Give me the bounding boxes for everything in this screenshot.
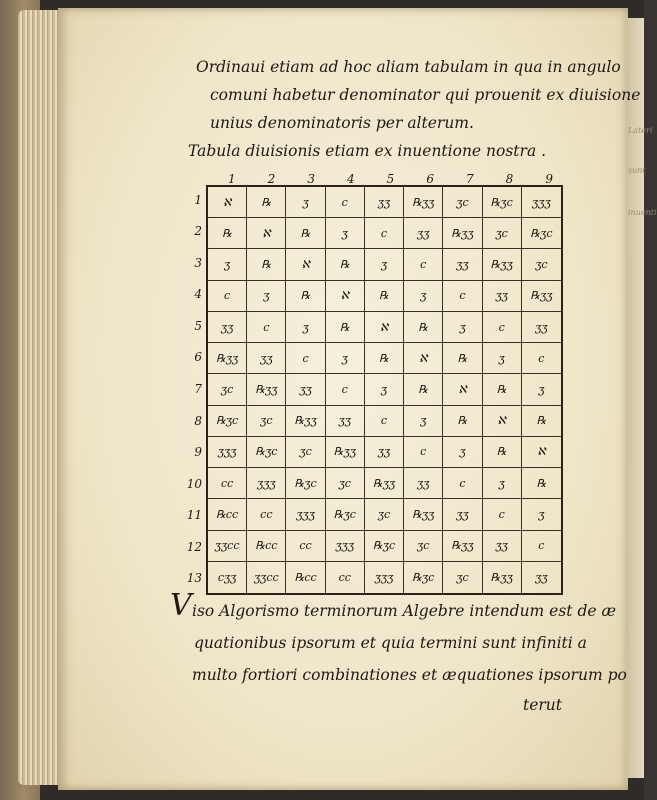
table-cell: ℞ʒc bbox=[365, 531, 404, 562]
table-cell: ℞ʒc bbox=[326, 499, 365, 530]
table-cell: ℞ bbox=[365, 343, 404, 374]
table-cell: ʒ bbox=[365, 249, 404, 280]
table-cell: ℞ʒʒ bbox=[326, 437, 365, 468]
table-cell: ℞ bbox=[286, 218, 325, 249]
column-number: 1 bbox=[228, 172, 236, 186]
row-number: 5 bbox=[194, 318, 202, 333]
table-cell: ʒ bbox=[404, 281, 443, 312]
table-cell: ℞ bbox=[286, 281, 325, 312]
table-cell: ℞ʒʒ bbox=[443, 531, 482, 562]
table-cell: ʒʒʒ bbox=[365, 562, 404, 593]
table-cell: ℞cc bbox=[208, 499, 247, 530]
table-cell: ʒʒcc bbox=[247, 562, 286, 593]
table-cell: c bbox=[404, 437, 443, 468]
table-cell: ℞ʒc bbox=[247, 437, 286, 468]
table-cell: c bbox=[247, 312, 286, 343]
row-number: 2 bbox=[194, 224, 202, 239]
table-cell: c bbox=[522, 531, 561, 562]
table-cell: ℞ bbox=[443, 406, 482, 437]
intro-line: comuni habetur denominator qui prouenit ex diuisione bbox=[210, 86, 641, 104]
table-cell: ʒʒʒ bbox=[522, 187, 561, 218]
row-number: 4 bbox=[194, 287, 202, 302]
table-cell: ℞ bbox=[404, 312, 443, 343]
table-cell: c bbox=[208, 281, 247, 312]
table-cell: ℞ bbox=[326, 312, 365, 343]
table-cell: ℞ bbox=[365, 281, 404, 312]
table-cell: ʒc bbox=[483, 218, 522, 249]
column-number: 8 bbox=[505, 172, 514, 186]
table-cell: ʒʒʒ bbox=[208, 437, 247, 468]
table-cell: ʒʒ bbox=[208, 312, 247, 343]
row-number: 12 bbox=[186, 539, 202, 554]
table-cell: ʒ bbox=[483, 343, 522, 374]
table-cell: ʒc bbox=[522, 249, 561, 280]
column-number: 2 bbox=[267, 172, 276, 186]
closing-line: terut bbox=[523, 696, 563, 714]
table-cell: c bbox=[404, 249, 443, 280]
table-cell: ʒ bbox=[208, 249, 247, 280]
table-cell: cc bbox=[286, 531, 325, 562]
table-cell: ℞ʒʒ bbox=[365, 468, 404, 499]
table-title: Tabula diuisionis etiam ex inuentione nostra . bbox=[188, 142, 547, 160]
table-cell: ℞ʒʒ bbox=[404, 187, 443, 218]
table-cell: ʒ bbox=[443, 437, 482, 468]
margin-word: Lateri bbox=[628, 126, 653, 135]
table-cell: c bbox=[326, 187, 365, 218]
table-cell: ʒʒ bbox=[404, 468, 443, 499]
row-number: 7 bbox=[194, 382, 202, 396]
table-cell: c bbox=[443, 281, 482, 312]
table-cell: ℞ʒc bbox=[483, 187, 522, 218]
table-cell: ℵ bbox=[286, 249, 325, 280]
intro-line: unius denominatoris per alterum. bbox=[210, 114, 474, 132]
table-cell: ℞ʒʒ bbox=[483, 249, 522, 280]
table-cell: ℵ bbox=[247, 218, 286, 249]
table-cell: ℞ bbox=[483, 437, 522, 468]
table-cell: ℞ʒc bbox=[208, 406, 247, 437]
table-cell: ℞ʒc bbox=[522, 218, 561, 249]
table-cell: ℵ bbox=[483, 406, 522, 437]
table-cell: ʒʒ bbox=[483, 281, 522, 312]
table-cell: ℞ bbox=[247, 249, 286, 280]
table-cell: ʒ bbox=[326, 218, 365, 249]
table-cell: c bbox=[326, 374, 365, 405]
table-cell: c bbox=[443, 468, 482, 499]
table-cell: ʒʒ bbox=[365, 187, 404, 218]
column-number: 4 bbox=[347, 172, 355, 186]
column-number: 9 bbox=[545, 172, 553, 186]
table-cell: ʒʒ bbox=[443, 249, 482, 280]
table-cell: ʒʒcc bbox=[208, 531, 247, 562]
table-cell: ℞ʒʒ bbox=[404, 499, 443, 530]
table-cell: ʒ bbox=[483, 468, 522, 499]
table-cell: c bbox=[365, 406, 404, 437]
table-cell: ʒ bbox=[365, 374, 404, 405]
table-cell: ℞ʒʒ bbox=[522, 281, 561, 312]
table-cell: ʒ bbox=[286, 187, 325, 218]
table-cell: ʒc bbox=[365, 499, 404, 530]
facing-page-edge bbox=[626, 18, 657, 778]
column-number: 5 bbox=[386, 172, 395, 186]
table-cell: ℞cc bbox=[247, 531, 286, 562]
row-number: 13 bbox=[186, 571, 202, 586]
table-cell: ℞ bbox=[326, 249, 365, 280]
table-cell: ℞ bbox=[247, 187, 286, 218]
table-cell: c bbox=[483, 312, 522, 343]
table-cell: ʒc bbox=[443, 187, 482, 218]
row-number: 6 bbox=[194, 350, 202, 365]
closing-line: iso Algorismo terminorum Algebre intendum est de æ bbox=[192, 602, 617, 620]
row-number: 8 bbox=[194, 413, 202, 428]
margin-word: sunt bbox=[628, 166, 646, 175]
table-cell: ℞ bbox=[208, 218, 247, 249]
table-cell: ʒc bbox=[443, 562, 482, 593]
table-cell: ʒʒ bbox=[247, 343, 286, 374]
column-number: 3 bbox=[307, 172, 315, 186]
table-cell: ℞ʒʒ bbox=[286, 406, 325, 437]
table-cell: cc bbox=[247, 499, 286, 530]
table-cell: ℞ʒʒ bbox=[208, 343, 247, 374]
table-cell: ʒ bbox=[326, 343, 365, 374]
closing-line: multo fortiori combinationes et æquationes ipsorum po bbox=[192, 666, 627, 684]
margin-word: inuenti bbox=[628, 208, 657, 217]
table-cell: ʒʒ bbox=[365, 437, 404, 468]
row-number: 3 bbox=[194, 255, 202, 270]
table-cell: ʒ bbox=[404, 406, 443, 437]
table-cell: ʒʒʒ bbox=[326, 531, 365, 562]
table-cell: ʒʒ bbox=[326, 406, 365, 437]
table-cell: ʒc bbox=[286, 437, 325, 468]
closing-line: quationibus ipsorum et quia termini sunt infiniti a bbox=[194, 634, 587, 652]
table-cell: ℞ʒʒ bbox=[483, 562, 522, 593]
table-cell: cʒʒ bbox=[208, 562, 247, 593]
table-cell: ʒ bbox=[286, 312, 325, 343]
table-cell: ʒʒ bbox=[286, 374, 325, 405]
table-cell: ℞cc bbox=[286, 562, 325, 593]
row-number: 1 bbox=[194, 192, 202, 207]
table-cell: ℞ bbox=[522, 406, 561, 437]
table-cell: ℵ bbox=[443, 374, 482, 405]
table-cell: ʒ bbox=[522, 374, 561, 405]
column-number: 7 bbox=[466, 172, 474, 186]
table-cell: ℞ʒc bbox=[404, 562, 443, 593]
table-cell: ℞ bbox=[522, 468, 561, 499]
table-cell: ʒc bbox=[208, 374, 247, 405]
table-cell: ʒʒ bbox=[483, 531, 522, 562]
table-cell: ℵ bbox=[326, 281, 365, 312]
table-cell: cc bbox=[326, 562, 365, 593]
division-table bbox=[206, 185, 563, 595]
table-cell: ℞ bbox=[483, 374, 522, 405]
table-cell: c bbox=[286, 343, 325, 374]
table-cell: ℵ bbox=[522, 437, 561, 468]
table-cell: cc bbox=[208, 468, 247, 499]
column-number: 6 bbox=[426, 172, 434, 186]
table-cell: c bbox=[522, 343, 561, 374]
table-cell: ℞ʒʒ bbox=[247, 374, 286, 405]
table-cell: ℵ bbox=[365, 312, 404, 343]
decorated-initial: V bbox=[170, 588, 192, 623]
table-cell: ℞ʒc bbox=[286, 468, 325, 499]
table-cell: ʒ bbox=[522, 499, 561, 530]
table-cell: ℵ bbox=[404, 343, 443, 374]
table-cell: ʒʒ bbox=[443, 499, 482, 530]
table-cell: ʒ bbox=[443, 312, 482, 343]
table-cell: ℞ʒʒ bbox=[443, 218, 482, 249]
table-cell: ʒʒʒ bbox=[286, 499, 325, 530]
table-cell: ʒʒ bbox=[404, 218, 443, 249]
table-cell: ʒʒ bbox=[535, 570, 548, 584]
table-cell: ʒc bbox=[404, 531, 443, 562]
row-number: 11 bbox=[186, 508, 202, 523]
table-cell: ʒc bbox=[247, 406, 286, 437]
table-cell: ℞ bbox=[443, 343, 482, 374]
table-cell: ʒ bbox=[247, 281, 286, 312]
table-cell: c bbox=[365, 218, 404, 249]
table-cell: ℞ bbox=[404, 374, 443, 405]
table-cell: ʒʒʒ bbox=[247, 468, 286, 499]
row-number: 9 bbox=[194, 445, 202, 460]
row-number: 10 bbox=[186, 476, 202, 491]
intro-line: Ordinaui etiam ad hoc aliam tabulam in qua in angulo bbox=[196, 58, 621, 76]
table-cell: ℵ bbox=[208, 187, 247, 218]
table-cell: ʒʒ bbox=[522, 312, 561, 343]
table-cell: c bbox=[483, 499, 522, 530]
table-cell: ʒc bbox=[326, 468, 365, 499]
